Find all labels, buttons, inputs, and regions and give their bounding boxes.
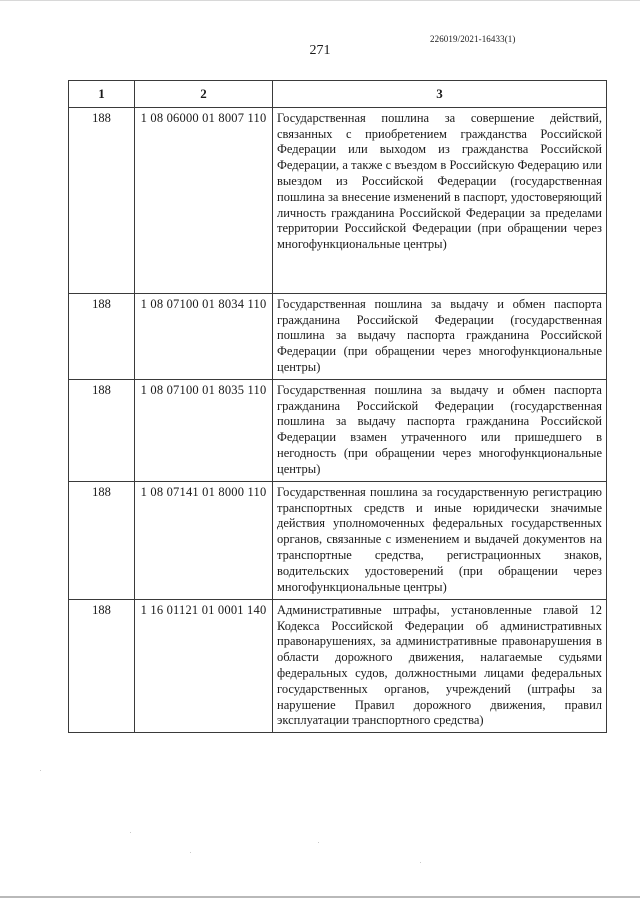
row-admin-code: 188 (69, 293, 135, 379)
row-budget-code: 1 08 06000 01 8007 110 (135, 107, 273, 293)
row-admin-code: 188 (69, 599, 135, 732)
row-description: Государственная пошлина за государственную регистрацию транспортных средств и иные юридически значимые действия уполномоченных федеральных государственных органов, связанные с изменением и выдачей документов на транспортные средства, регистрационных знаков, водительских удостоверений (при обращении через многофункциональные центры) (273, 481, 607, 599)
scan-speck (318, 842, 319, 843)
document-number: 226019/2021-16433(1) (430, 34, 516, 44)
row-budget-code: 1 08 07100 01 8034 110 (135, 293, 273, 379)
row-description: Государственная пошлина за выдачу и обмен паспорта гражданина Российской Федерации (государственная пошлина за выдачу паспорта гражданина Российской Федерации (при обращении через многофункциональные центры) (273, 293, 607, 379)
table-row (69, 107, 607, 293)
codes-table (68, 80, 607, 733)
row-description: Государственная пошлина за совершение действий, связанных с приобретением гражданства Российской Федерации или выходом из гражданства Российской Федерации, а также с въездом в Российскую Федерацию или выездом из Российской Федерации (государственная пошлина за внесение изменений в паспорт, удостоверяющий личность гражданина Российской Федерации за пределами территории Российской Федерации (при обращении через многофункциональные центры) (273, 107, 607, 293)
row-description: Административные штрафы, установленные главой 12 Кодекса Российской Федерации об административных правонарушениях, за административные правонарушения в области дорожного движения, налагаемые судьями федеральных судов, должностными лицами федеральных государственных органов, учреждений (штрафы за нарушение Правил дорожного движения, правил эксплуатации транспортного средства) (273, 599, 607, 732)
table-row (69, 481, 607, 599)
top-edge-line (0, 0, 640, 1)
column-header-2: 2 (135, 81, 273, 108)
page-number: 271 (309, 43, 331, 58)
row-budget-code: 1 08 07100 01 8035 110 (135, 379, 273, 481)
row-description: Государственная пошлина за выдачу и обмен паспорта гражданина Российской Федерации (государственная пошлина за выдачу паспорта гражданина Российской Федерации взамен утраченного или пришедшего в негодность (при обращении через многофункциональные центры) (273, 379, 607, 481)
column-header-3: 3 (273, 81, 607, 108)
scan-speck (40, 770, 41, 771)
row-budget-code: 1 08 07141 01 8000 110 (135, 481, 273, 599)
bottom-edge-line (0, 896, 640, 898)
table-row (69, 293, 607, 379)
row-admin-code: 188 (69, 379, 135, 481)
row-admin-code: 188 (69, 107, 135, 293)
scan-speck (190, 852, 191, 853)
table-row (69, 599, 607, 732)
column-header-1: 1 (69, 81, 135, 108)
table-header-row (69, 81, 607, 108)
table-row (69, 379, 607, 481)
row-budget-code: 1 16 01121 01 0001 140 (135, 599, 273, 732)
scan-speck (130, 832, 131, 833)
row-admin-code: 188 (69, 481, 135, 599)
scan-speck (420, 862, 421, 863)
